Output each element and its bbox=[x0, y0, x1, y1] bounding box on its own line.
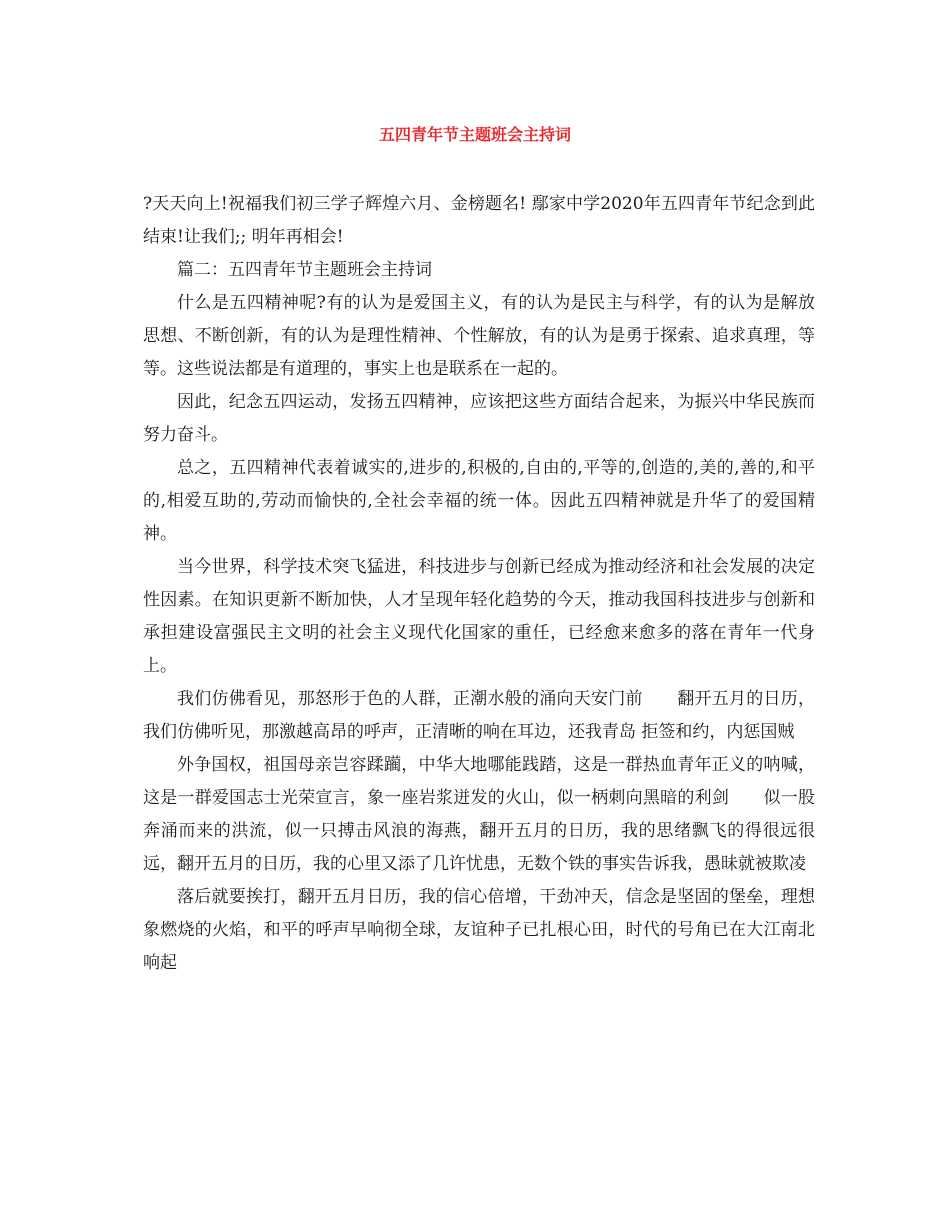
section-heading: 篇二：五四青年节主题班会主持词 bbox=[177, 260, 432, 280]
document-body bbox=[143, 188, 815, 980]
paragraph: 因此，纪念五四运动，发扬五四精神，应该把这些方面结合起来，为振兴中华民族而努力奋斗。 bbox=[143, 392, 815, 445]
paragraph: 什么是五四精神呢?有的认为是爱国主义，有的认为是民主与科学，有的认为是解放思想、不断创新，有的认为是理性精神、个性解放，有的认为是勇于探索、追求真理，等等。这些说法都是有道理的，事实上也是联系在一起的。 bbox=[143, 293, 815, 379]
paragraph: 我们仿佛看见，那怒形于色的人群，正潮水般的涌向天安门前 翻开五月的日历，我们仿佛听见，那激越高昂的呼声，正清晰的响在耳边，还我青岛 拒签和约，内惩国贼 bbox=[143, 689, 815, 742]
paragraph: 总之，五四精神代表着诚实的,进步的,积极的,自由的,平等的,创造的,美的,善的,和平的,相爱互助的,劳动而愉快的,全社会幸福的统一体。因此五四精神就是升华了的爱国精神。 bbox=[143, 458, 815, 544]
paragraph: 落后就要挨打，翻开五月日历，我的信心倍增，干劲冲天，信念是坚固的堡垒，理想象燃烧的火焰，和平的呼声早响彻全球，友谊种子已扎根心田，时代的号角已在大江南北响起 bbox=[143, 887, 815, 973]
paragraph: ?天天向上!祝福我们初三学子辉煌六月、金榜题名! 鄢家中学2020年五四青年节纪念到此结束!让我们;; 明年再相会! bbox=[143, 194, 815, 247]
document-title: 五四青年节主题班会主持词 bbox=[378, 125, 571, 144]
paragraph: 外争国权，祖国母亲岂容蹂躏，中华大地哪能践踏，这是一群热血青年正义的呐喊，这是一群爱国志士光荣宣言，象一座岩浆迸发的火山，似一柄刺向黑暗的利剑 似一股奔涌而来的洪流，似一只搏击风浪的海燕，翻开五月的日历，我的思绪飘飞的得很远很远，翻开五月的日历，我的心里又添了几许忧患，无数个铁的事实告诉我，愚昧就被欺凌 bbox=[143, 755, 815, 874]
paragraph: 当今世界，科学技术突飞猛进，科技进步与创新已经成为推动经济和社会发展的决定性因素。在知识更新不断加快，人才呈现年轻化趋势的今天，推动我国科技进步与创新和承担建设富强民主文明的社会主义现代化国家的重任，已经愈来愈多的落在青年一代身上。 bbox=[143, 557, 815, 676]
